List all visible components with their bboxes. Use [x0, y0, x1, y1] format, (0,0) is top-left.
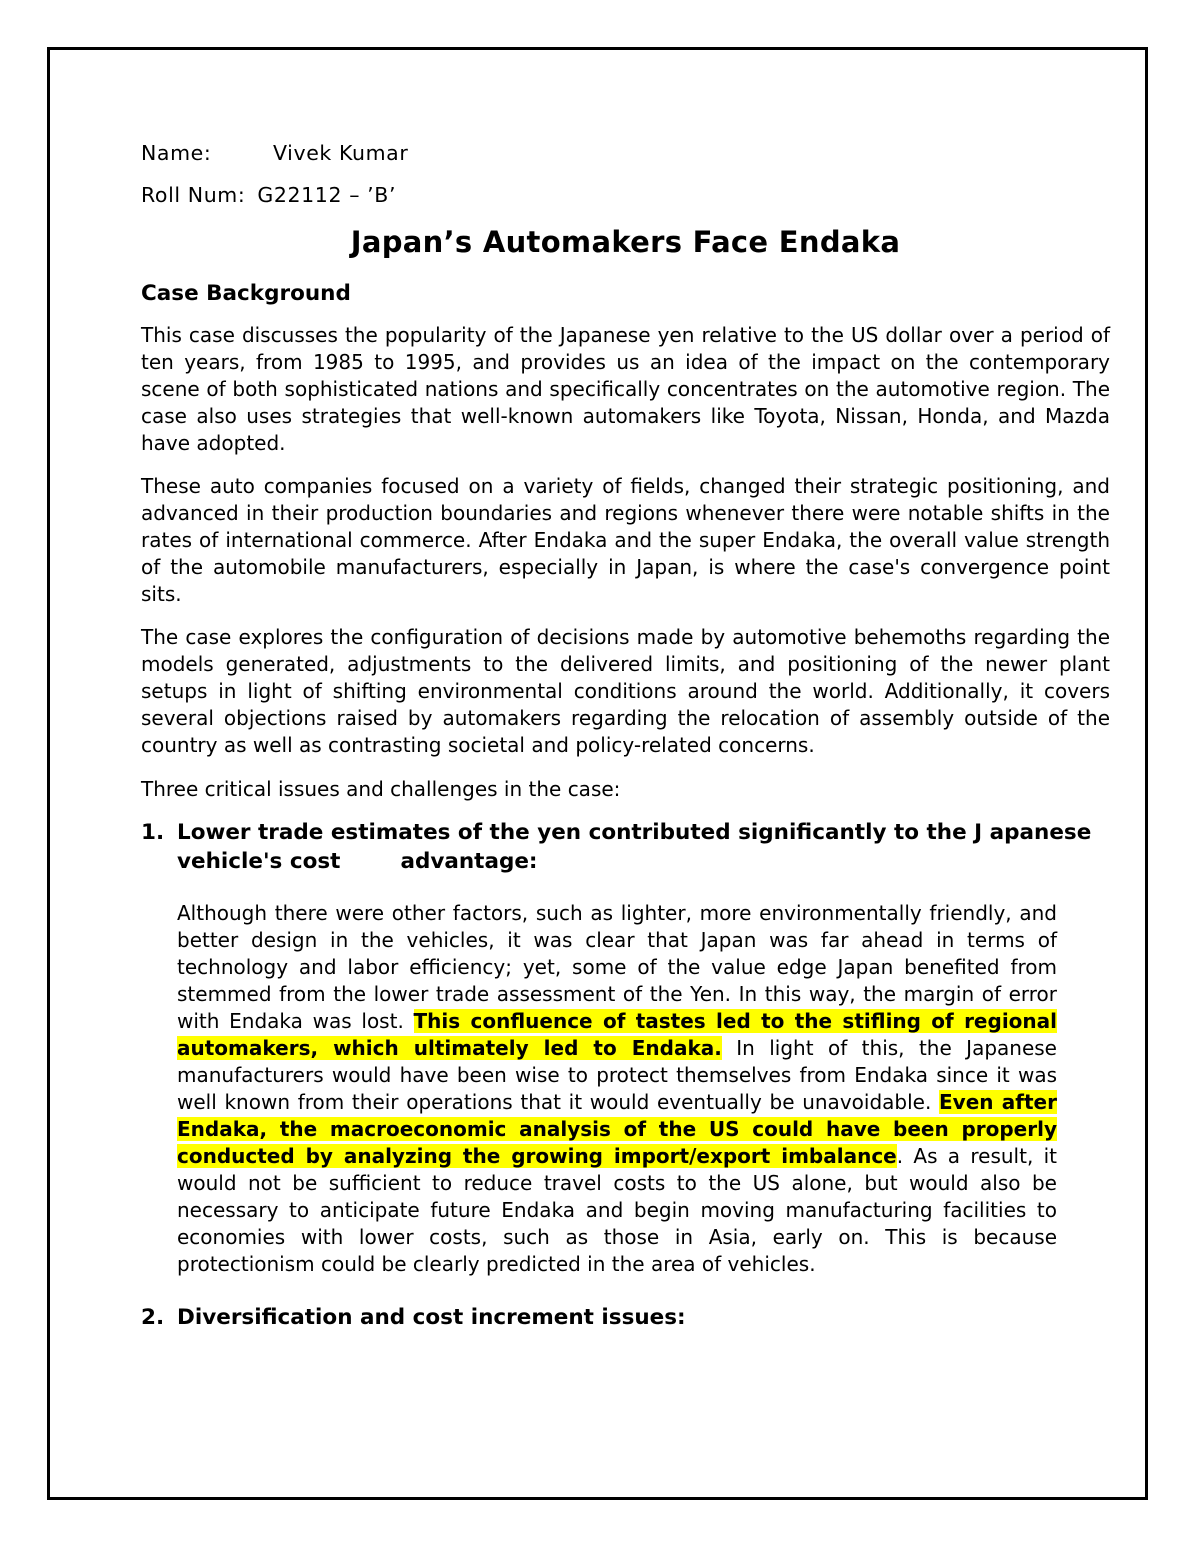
issue-1-highlight-1: This confluence of tastes led to the stifling of regional automakers, which ultimately led to Endaka.	[177, 1009, 1058, 1060]
name-row	[141, 138, 1110, 180]
issue-1-title	[177, 819, 1110, 876]
issue-1-text-3: . As a result, it would not be sufficient to reduce travel costs to the US alone, but would also be necessary to anticipate future Endaka and begin moving manufacturing facilities to economies with lower costs, such as those in Asia, early on. This is because protectionism could be clearly predicted in the area of vehicles.	[177, 1144, 1057, 1276]
issues-list	[141, 819, 1110, 1333]
list-item	[141, 1304, 1110, 1333]
issue-1-text-1: Although there were other factors, such as lighter, more environmentally friendly, and better design in the vehicles, it was clear that Japan was far ahead in terms of technology and labor efficiency; yet, some of the value edge Japan benefited from stemmed from the lower trade assessment of the Yen. In this way, the margin of error with Endaka was lost.	[177, 901, 1057, 1033]
background-paragraph-2: These auto companies focused on a variety of fields, changed their strategic positioning, and advanced in their production boundaries and regions whenever there were notable shifts in the rates of international commerce. After Endaka and the super Endaka, the overall value strength of the automobile manufacturers, especially in Japan, is where the case's convergence point sits.	[141, 474, 1110, 606]
issue-1-number: 1.	[141, 820, 165, 845]
roll-row	[141, 180, 1110, 222]
issue-2-number: 2.	[141, 1305, 165, 1330]
background-paragraph-1: This case discusses the popularity of the Japanese yen relative to the US dollar over a period of ten years, from 1985 to 1995, and provides us an idea of the impact on the contemporary scene of both sophisticated nations and specifically concentrates on the automotive region. The case also uses strategies that well-known automakers like Toyota, Nissan, Honda, and Mazda have adopted.	[141, 323, 1110, 455]
issue-2-title: Diversification and cost increment issues:	[177, 1305, 686, 1330]
name-label: Name:	[141, 141, 212, 165]
roll-value: G22112 – ’B’	[257, 183, 397, 207]
document-body	[141, 138, 1110, 1333]
issue-1-heading	[141, 819, 1110, 876]
issue-1-title-part2: advantage:	[400, 848, 538, 874]
issue-1-text-2: In light of this, the Japanese manufacturers would have been wise to protect themselves from Endaka since it was well known from their operations that it would eventually be unavoidable.	[177, 1036, 1057, 1114]
background-paragraph-3: The case explores the configuration of decisions made by automotive behemoths regarding the models generated, adjustments to the delivered limits, and positioning of the newer plant setups in light of shifting environmental conditions around the world. Additionally, it covers several objections raised by automakers regarding the relocation of assembly outside of the country as well as contrasting societal and policy-related concerns.	[141, 625, 1110, 757]
name-value: Vivek Kumar	[273, 141, 409, 165]
roll-label: Roll Num:	[141, 183, 246, 207]
issues-intro: Three critical issues and challenges in the case:	[141, 777, 621, 801]
issue-1-highlight-2: Even after Endaka, the macroeconomic analysis of the US could have been properly conducted by analyzing the growing import/export imbalance	[177, 1090, 1057, 1168]
document-title: Japan’s Automakers Face Endaka	[350, 225, 901, 259]
list-item	[141, 819, 1110, 1278]
issue-2-heading	[141, 1304, 1110, 1333]
issue-1-title-part1: Lower trade estimates of the yen contributed significantly to the J apanese vehicle's cost	[177, 820, 1092, 874]
issue-1-body	[177, 900, 1057, 1278]
section-heading: Case Background	[141, 281, 351, 306]
